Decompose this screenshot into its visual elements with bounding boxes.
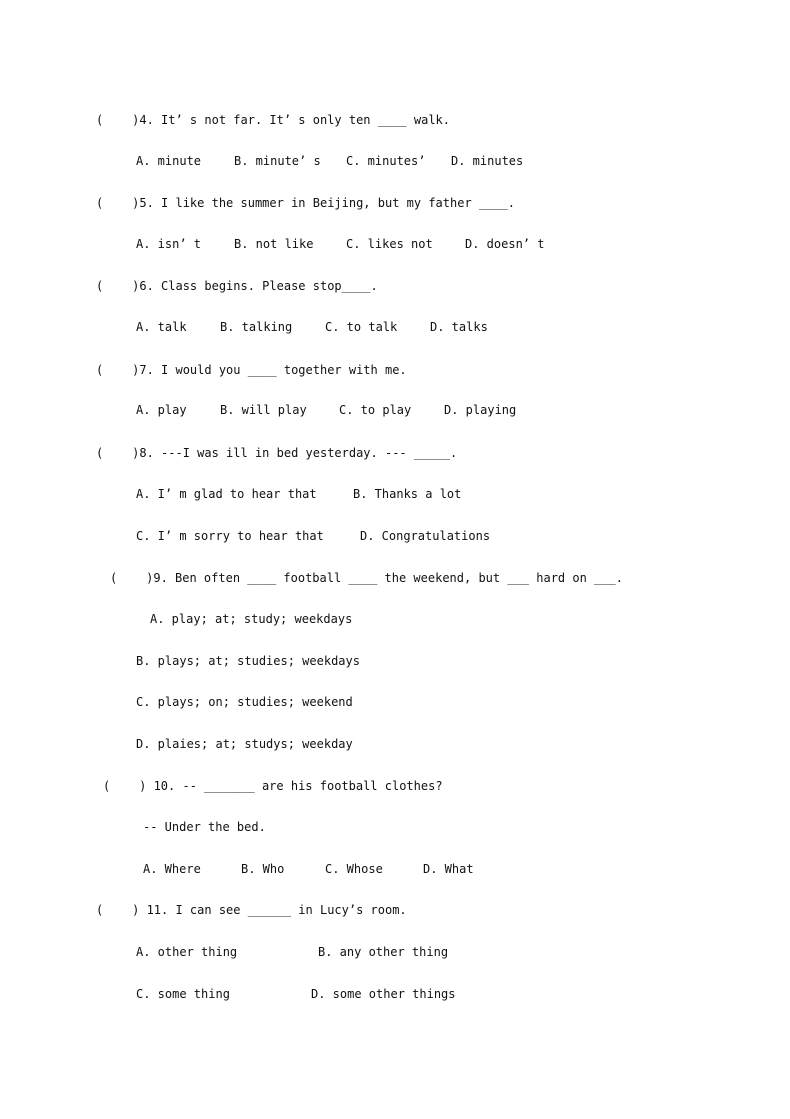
q11-option-a: A. other thing	[136, 945, 238, 959]
q9-option-c: C. plays; on; studies; weekend	[136, 695, 353, 709]
q8-option-a: A. I’ m glad to hear that	[136, 487, 317, 501]
q8-option-b: B. Thanks a lot	[353, 487, 462, 501]
q8-option-d: D. Congratulations	[360, 529, 491, 543]
q5-option-d: D. doesn’ t	[465, 237, 545, 251]
q11-option-c: C. some thing	[136, 987, 230, 1001]
question-11-options-row-1	[0, 944, 790, 960]
q10-option-c: C. Whose	[325, 862, 383, 876]
q4-option-d: D. minutes	[451, 154, 524, 168]
q11-option-d: D. some other things	[311, 987, 456, 1001]
question-11-options-row-2	[0, 986, 790, 1002]
question-10-answer-line: -- Under the bed.	[143, 820, 266, 834]
question-6-options	[0, 319, 790, 335]
q5-option-c: C. likes not	[346, 237, 433, 251]
q6-option-c: C. to talk	[325, 320, 398, 334]
question-7-options	[0, 402, 790, 418]
q8-option-c: C. I’ m sorry to hear that	[136, 529, 324, 543]
question-6-stem: ( )6. Class begins. Please stop____.	[96, 279, 378, 293]
question-4-options	[0, 153, 790, 169]
q5-option-b: B. not like	[234, 237, 314, 251]
question-8-stem: ( )8. ---I was ill in bed yesterday. --- _____.	[96, 446, 458, 460]
q5-option-a: A. isn’ t	[136, 237, 202, 251]
question-8-options-row-1	[0, 486, 790, 502]
q9-option-d: D. plaies; at; studys; weekday	[136, 737, 353, 751]
q7-option-d: D. playing	[444, 403, 517, 417]
q10-option-a: A. Where	[143, 862, 201, 876]
question-5-stem: ( )5. I like the summer in Beijing, but my father ____.	[96, 196, 516, 210]
q6-option-d: D. talks	[430, 320, 488, 334]
question-5-options	[0, 236, 790, 252]
question-8-options-row-2	[0, 528, 790, 544]
q9-option-b: B. plays; at; studies; weekdays	[136, 654, 360, 668]
question-10-stem: ( ) 10. -- _______ are his football clothes?	[103, 779, 443, 793]
question-10-options	[0, 861, 790, 877]
q7-option-a: A. play	[136, 403, 187, 417]
q6-option-b: B. talking	[220, 320, 293, 334]
q10-option-d: D. What	[423, 862, 474, 876]
q4-option-c: C. minutes’	[346, 154, 426, 168]
question-7-stem: ( )7. I would you ____ together with me.	[96, 363, 407, 377]
question-4-stem: ( )4. It’ s not far. It’ s only ten ____ walk.	[96, 113, 451, 127]
q11-option-b: B. any other thing	[318, 945, 449, 959]
q9-option-a: A. play; at; study; weekdays	[150, 612, 353, 626]
q10-option-b: B. Who	[241, 862, 285, 876]
q7-option-b: B. will play	[220, 403, 307, 417]
question-9-stem: ( )9. Ben often ____ football ____ the weekend, but ___ hard on ___.	[110, 571, 623, 585]
question-11-stem: ( ) 11. I can see ______ in Lucy’s room.	[96, 903, 407, 917]
q7-option-c: C. to play	[339, 403, 412, 417]
q6-option-a: A. talk	[136, 320, 187, 334]
q4-option-b: B. minute’ s	[234, 154, 321, 168]
q4-option-a: A. minute	[136, 154, 202, 168]
